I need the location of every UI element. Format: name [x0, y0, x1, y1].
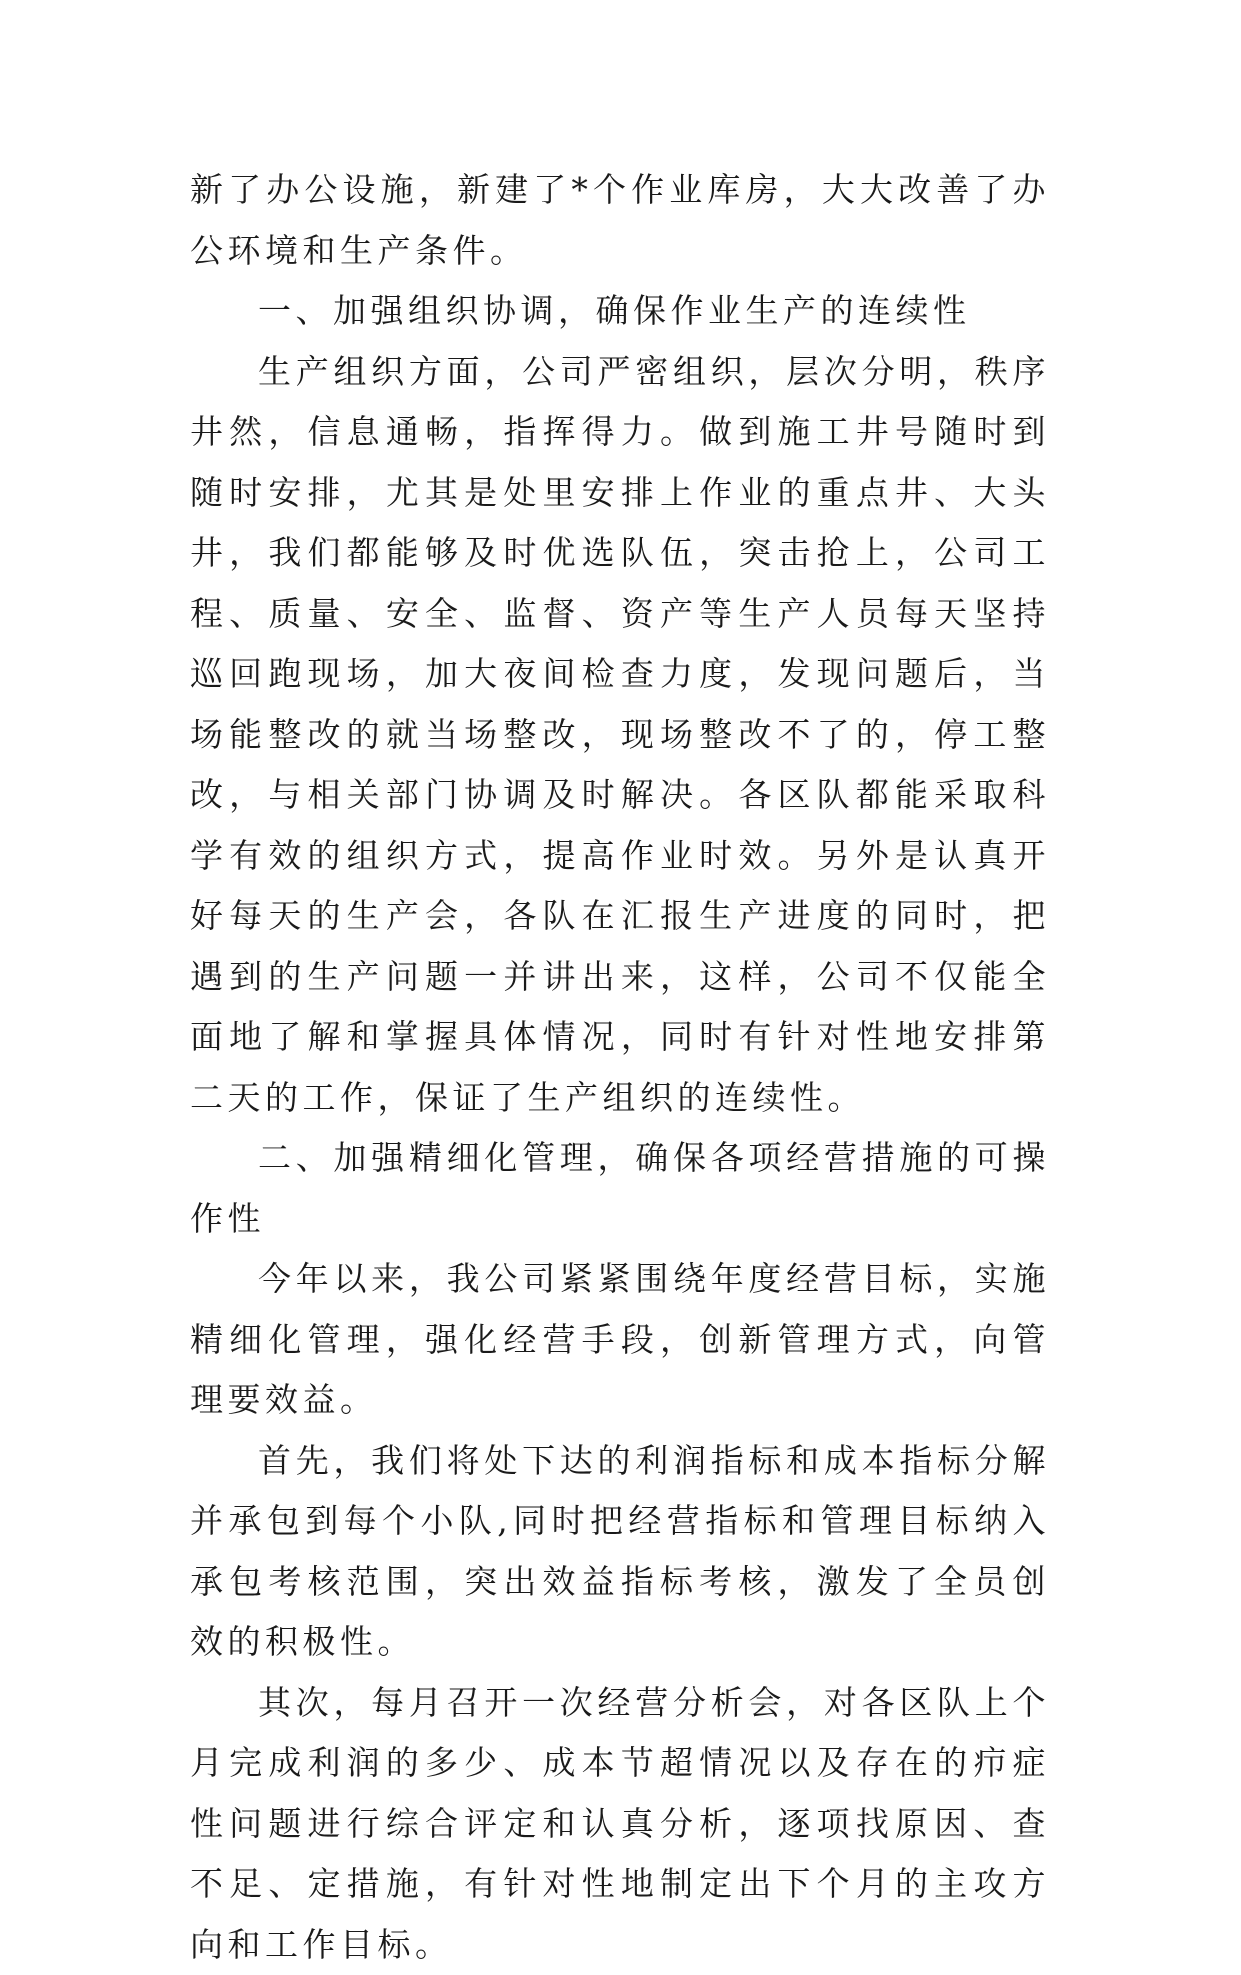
paragraph-continued: 新了办公设施，新建了*个作业库房，大大改善了办公环境和生产条件。: [190, 160, 1050, 281]
paragraph-first: 首先，我们将处下达的利润指标和成本指标分解并承包到每个小队,同时把经营指标和管理目标纳入承包考核范围，突出效益指标考核，激发了全员创效的积极性。: [190, 1431, 1050, 1673]
paragraph-second: 其次，每月召开一次经营分析会，对各区队上个月完成利润的多少、成本节超情况以及存在的疖症性问题进行综合评定和认真分析，逐项找原因、查不足、定措施，有针对性地制定出下个月的主攻方向和工作目标。: [190, 1673, 1050, 1975]
section-heading-1: 一、加强组织协调，确保作业生产的连续性: [190, 281, 1050, 342]
paragraph-production-organization: 生产组织方面，公司严密组织，层次分明，秩序井然，信息通畅，指挥得力。做到施工井号随时到随时安排，尤其是处里安排上作业的重点井、大头井，我们都能够及时优选队伍，突击抢上，公司工程、质量、安全、监督、资产等生产人员每天坚持巡回跑现场，加大夜间检查力度，发现问题后，当场能整改的就当场整改，现场整改不了的，停工整改，与相关部门协调及时解决。各区队都能采取科学有效的组织方式，提高作业时效。另外是认真开好每天的生产会，各队在汇报生产进度的同时，把遇到的生产问题一并讲出来，这样，公司不仅能全面地了解和掌握具体情况，同时有针对性地安排第二天的工作，保证了生产组织的连续性。: [190, 342, 1050, 1129]
paragraph-management: 今年以来，我公司紧紧围绕年度经营目标，实施精细化管理，强化经营手段，创新管理方式，向管理要效益。: [190, 1249, 1050, 1431]
document-body: [190, 160, 1050, 1975]
section-heading-2: 二、加强精细化管理，确保各项经营措施的可操作性: [190, 1128, 1050, 1249]
